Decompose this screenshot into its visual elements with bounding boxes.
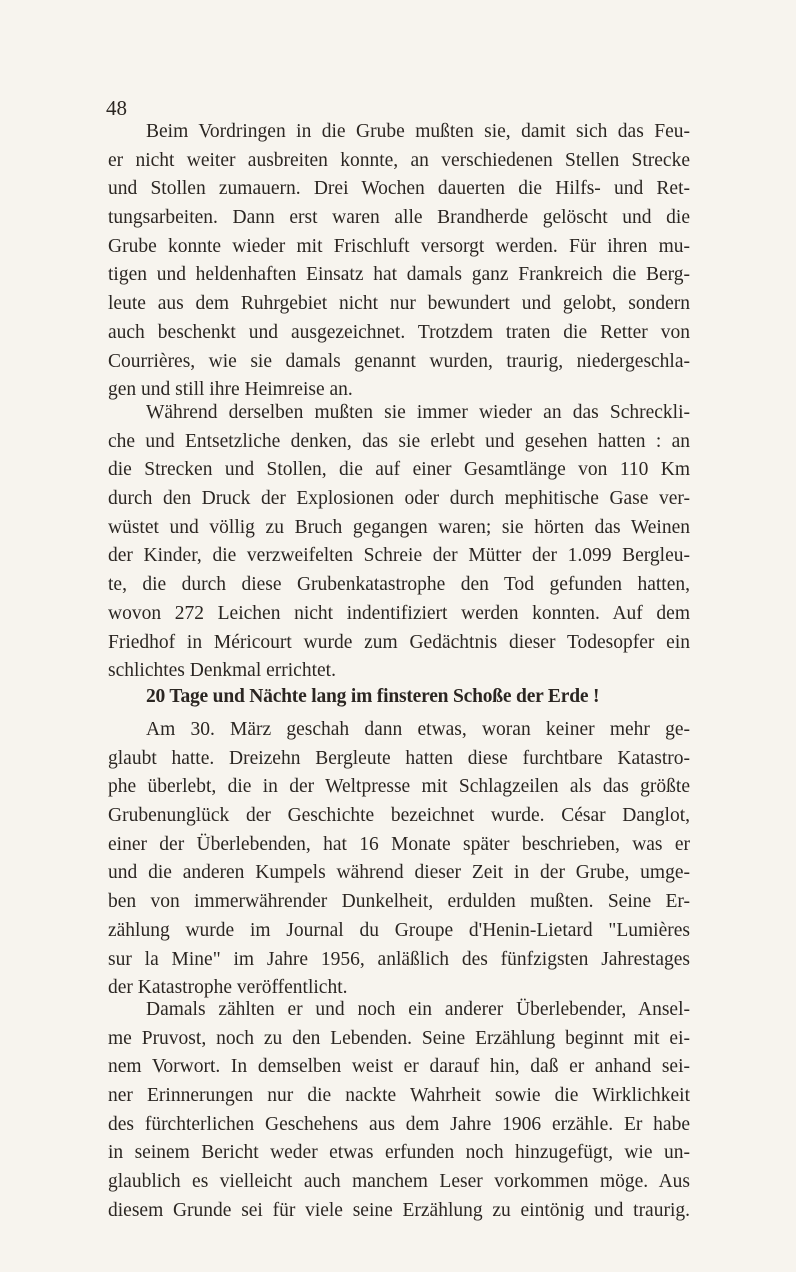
text-line: wüstet und völlig zu Bruch gegangen waren; sie hörten das Weinen [108,516,690,538]
text-line: nem Vorwort. In demselben weist er darauf hin, daß er anhand sei- [108,1056,690,1078]
paragraph-3 [108,716,690,1003]
text-line: wovon 272 Leichen nicht indentifiziert werden konnten. Auf dem [108,602,690,624]
text-line: auch beschenkt und ausgezeichnet. Trotzdem traten die Retter von [108,321,690,343]
text-line: des fürchterlichen Geschehens aus dem Jahre 1906 erzähle. Er habe [108,1113,690,1135]
text-line: Damals zählten er und noch ein anderer Überlebender, Ansel- [146,999,690,1020]
text-line: einer der Überlebenden, hat 16 Monate später beschrieben, was er [108,833,690,855]
text-line: phe überlebt, die in der Weltpresse mit Schlagzeilen als das größte [108,776,690,798]
text-line: und Stollen zumauern. Drei Wochen dauerten die Hilfs- und Ret- [108,178,690,200]
section-heading: 20 Tage und Nächte lang im finsteren Schoße der Erde ! [146,686,600,707]
paragraph-2 [108,399,690,686]
text-line: Während derselben mußten sie immer wieder an das Schreckli- [146,402,690,423]
text-line: leute aus dem Ruhrgebiet nicht nur bewundert und gelobt, sondern [108,293,690,315]
text-line: che und Entsetzliche denken, das sie erlebt und gesehen hatten : an [108,430,690,452]
text-line: me Pruvost, noch zu den Lebenden. Seine Erzählung beginnt mit ei- [108,1027,690,1049]
text-line: glaublich es vielleicht auch manchem Leser vorkommen möge. Aus [108,1171,690,1193]
paragraph-4 [108,996,690,1226]
text-line: gen und still ihre Heimreise an. [108,379,353,401]
text-line: Grubenunglück der Geschichte bezeichnet wurde. César Danglot, [108,805,690,827]
text-line: durch den Druck der Explosionen oder durch mephitische Gase ver- [108,488,690,510]
text-line: Am 30. März geschah dann etwas, woran keiner mehr ge- [146,719,690,740]
text-line: Courrières, wie sie damals genannt wurden, traurig, niedergeschla- [108,350,690,372]
text-line: diesem Grunde sei für viele seine Erzählung zu eintönig und traurig. [108,1199,690,1221]
text-line: und die anderen Kumpels während dieser Zeit in der Grube, umge- [108,862,690,884]
text-line: er nicht weiter ausbreiten konnte, an verschiedenen Stellen Strecke [108,149,690,171]
text-line: te, die durch diese Grubenkatastrophe den Tod gefunden hatten, [108,574,690,596]
text-line: ner Erinnerungen nur die nackte Wahrheit sowie die Wirklichkeit [108,1085,690,1107]
text-line: sur la Mine" im Jahre 1956, anläßlich des fünfzigsten Jahrestages [108,948,690,970]
text-line: tungsarbeiten. Dann erst waren alle Brandherde gelöscht und die [108,207,690,229]
text-line: Friedhof in Méricourt wurde zum Gedächtnis dieser Todesopfer ein [108,631,690,653]
text-line: glaubt hatte. Dreizehn Bergleute hatten diese furchtbare Katastro- [108,747,690,769]
text-line: Beim Vordringen in die Grube mußten sie, damit sich das Feu- [146,121,690,142]
text-line: in seinem Bericht weder etwas erfunden noch hinzugefügt, wie un- [108,1142,690,1164]
text-line: die Strecken und Stollen, die auf einer Gesamtlänge von 110 Km [108,459,690,481]
text-line: schlichtes Denkmal errichtet. [108,660,336,682]
text-line: tigen und heldenhaften Einsatz hat damals ganz Frankreich die Berg- [108,264,690,286]
paragraph-1 [108,118,690,405]
text-line: Grube konnte wieder mit Frischluft versorgt werden. Für ihren mu- [108,235,690,257]
text-line: der Kinder, die verzweifelten Schreie der Mütter der 1.099 Bergleu- [108,545,690,567]
text-line: der Katastrophe veröffentlicht. [108,977,348,999]
text-line: ben von immerwährender Dunkelheit, erdulden mußten. Seine Er- [108,891,690,913]
page-number: 48 [106,96,127,120]
text-line: zählung wurde im Journal du Groupe d'Henin-Lietard "Lumières [108,919,690,941]
